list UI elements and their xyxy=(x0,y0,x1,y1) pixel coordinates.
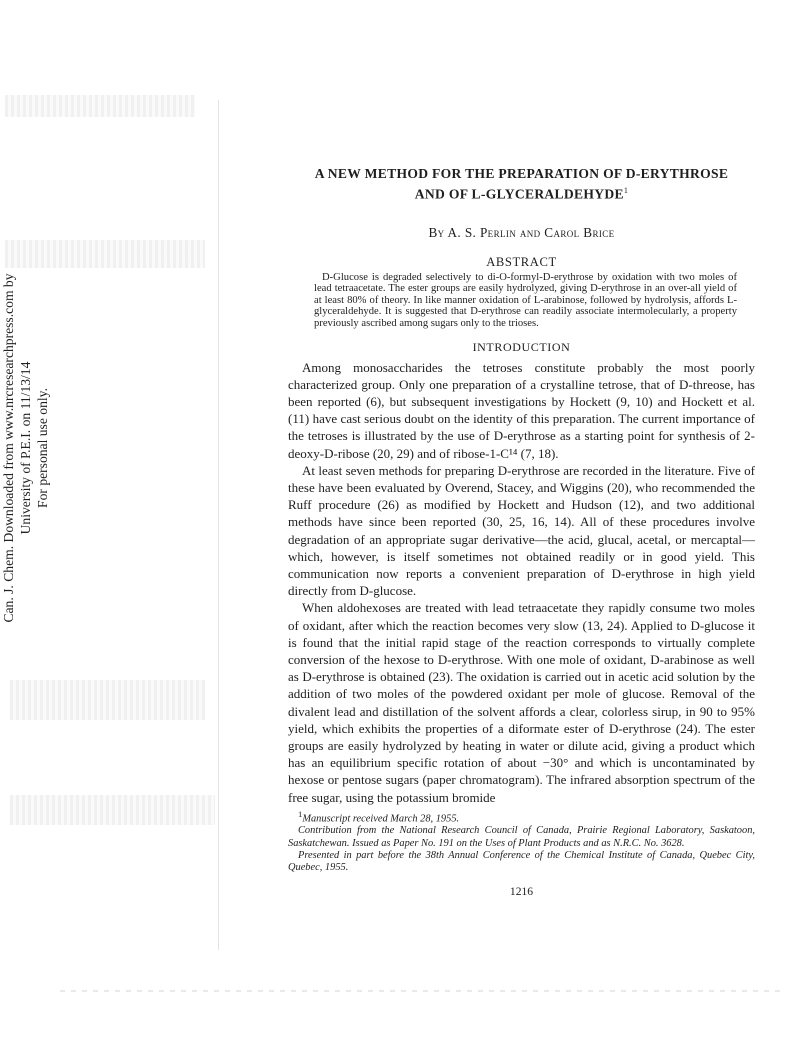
title-line2-b: L-GLYCERALDEHYDE xyxy=(471,186,624,202)
authors: By A. S. Perlin and Carol Brice xyxy=(428,224,615,240)
paragraph-1: Among monosaccharides the tetroses constitute probably the most poorly characterized group. Only one preparation of a crystalline tetrose, that of D-threose, has been reported (6), but subsequent investigations by Hockett (9, 10) and Hockett et al. (11) have cast serious doubt on the identity of this preparation. The current importance of the tetroses is illustrated by the use of D-erythrose as a starting point for synthesis of 2-deoxy-D-ribose (20, 29) and of ribose-1-C¹⁴ (7, 18). xyxy=(288,359,755,461)
body-text xyxy=(288,359,755,806)
scan-smudge xyxy=(5,95,195,117)
footnote-mark: 1 xyxy=(298,808,303,819)
footnotes xyxy=(288,808,755,874)
footnote-received: Manuscript received March 28, 1955. xyxy=(302,813,460,825)
abstract-text: D-Glucose is degraded selectively to di-O-formyl-D-erythrose by oxidation with two moles of lead tetraacetate. The ester groups are easily hydrolyzed, giving D-erythrose in an over-all yield of at least 80% of theory. In like manner oxidation of L-arabinose, followed by hydrolysis, affords L-glyceraldehyde. It is suggested that D-erythrose can readily associate intermolecularly, a property previously ascribed among sugars only to the trioses. xyxy=(314,271,737,329)
scan-bottom-artifact xyxy=(60,990,780,992)
title-footnote-mark: 1 xyxy=(623,186,629,195)
introduction-heading: INTRODUCTION xyxy=(472,339,571,354)
scan-smudge xyxy=(10,795,215,825)
title-line1-b: D-ERYTHROSE xyxy=(625,166,729,181)
footnote-1 xyxy=(288,808,755,826)
article xyxy=(288,165,755,898)
abstract-heading: ABSTRACT xyxy=(486,254,557,269)
scan-smudge xyxy=(10,680,205,720)
scan-margin-line xyxy=(218,100,219,950)
title-line2-a: AND OF xyxy=(414,186,472,202)
download-notice xyxy=(0,258,50,638)
download-notice-line1: Can. J. Chem. Downloaded from www.nrcresearchpress.com by University of P.E.I. on 11/13/14 xyxy=(1,273,33,623)
download-notice-line2: For personal use only. xyxy=(35,388,50,508)
article-title xyxy=(288,165,755,203)
paragraph-2: At least seven methods for preparing D-erythrose are recorded in the literature. Five of these have been evaluated by Overend, Stacey, and Wiggins (20), who recommended the Ruff procedure (26) as modified by Hockett and Hudson (12), and two additional methods have since been reported (30, 25, 16, 14). All of these procedures involve degradation of an appropriate sugar derivative—the acid, glucal, acetal, or mercaptal—which, however, is itself sometimes not obtained readily or in good yield. This communication now reports a convenient preparation of D-erythrose in high yield directly from D-glucose. xyxy=(288,462,755,599)
paragraph-3: When aldohexoses are treated with lead tetraacetate they rapidly consume two moles of oxidant, after which the reaction becomes very slow (13, 24). Applied to D-glucose it is found that the initial rapid stage of the reaction corresponds to virtually complete conversion of the hexose to D-erythrose. With one mole of oxidant, D-arabinose as well as D-erythrose is obtained (23). The oxidation is carried out in acetic acid solution by the addition of two moles of the powdered oxidant per mole of glucose. Removal of the divalent lead and distillation of the solvent affords a clear, colorless sirup, in 90 to 95% yield, which exhibits the properties of a diformate ester of D-erythrose (24). The ester groups are easily hydrolyzed by heating in water or dilute acid, giving a product which has an equilibrium specific rotation of about −30° and which is uncontaminated by hexose or pentose sugars (paper chromatogram). The infrared absorption spectrum of the free sugar, using the potassium bromide xyxy=(288,600,755,805)
footnote-2: Contribution from the National Research Council of Canada, Prairie Regional Laboratory, Saskatoon, Saskatchewan. Issued as Paper No. 191 on the Uses of Plant Products and as N.R.C. No. 3628. xyxy=(288,825,755,849)
footnote-3: Presented in part before the 38th Annual Conference of the Chemical Institute of Canada, Quebec City, Quebec, 1955. xyxy=(288,849,755,874)
page-number: 1216 xyxy=(509,885,534,899)
title-line1-a: A NEW METHOD FOR THE PREPARATION OF xyxy=(314,166,626,181)
